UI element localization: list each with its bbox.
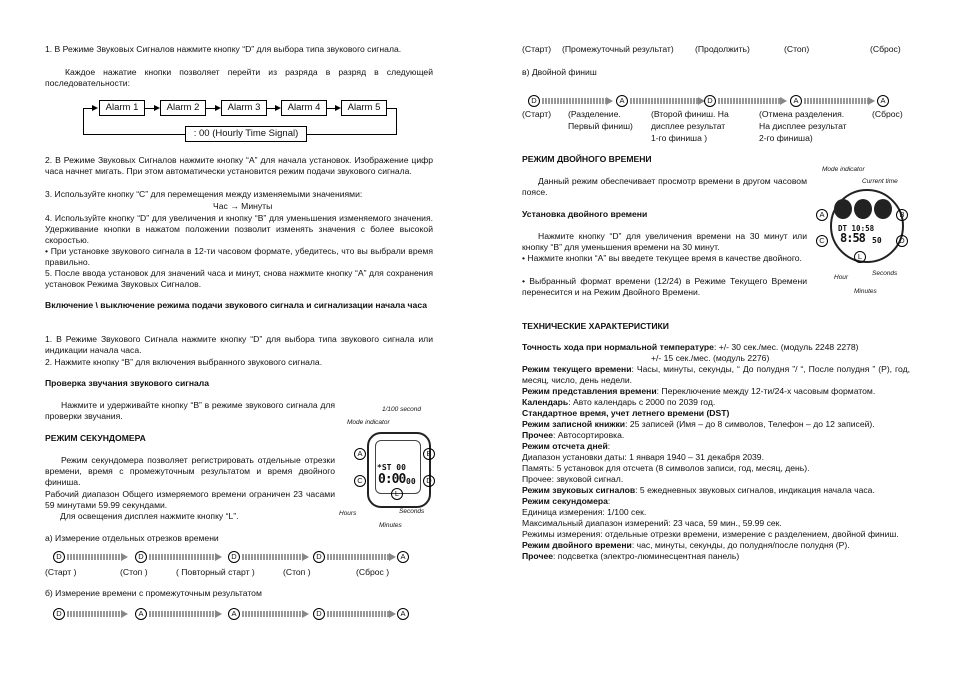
alarm-test-text: Нажмите и удерживайте кнопку “B” в режиме звукового сигнала для проверки звучания.	[45, 400, 335, 421]
spec-row: Режим текущего времени: Часы, минуты, секунды, “ До полудня ”/ “, После полудня ” (P), год, месяц, число, день недели.	[522, 364, 910, 385]
spec-row: Стандартное время, учет летнего времени (DST)	[522, 408, 730, 418]
button-d-icon: D	[53, 551, 65, 563]
spec-row: Максимальный диапазон измерений: 23 часа, 59 мин., 59.99 сек.	[522, 518, 782, 528]
label-stop: (Стоп )	[120, 567, 148, 577]
df-start: (Старт)	[522, 109, 552, 119]
instruction-2: 2. В Режиме Звуковых Сигналов нажмите кнопку “A” для начала установок. Изображение цифр часа начнет мигать. При этом автоматически установится режим подачи звукового сигнала.	[45, 155, 433, 176]
double-finish-title: в) Двойной финиш	[522, 67, 597, 77]
button-a-icon: A	[790, 95, 802, 107]
watch-display-main: 0:00	[378, 472, 406, 487]
spec-row: Режим секундомера:	[522, 496, 611, 506]
spec-row: Прочее: Автосортировка.	[522, 430, 625, 440]
df-second-2: дисплее результат	[651, 121, 726, 131]
button-a-icon: A	[397, 608, 409, 620]
dual-setting-text: Нажмите кнопку “D” для увеличения времени на 30 минут или кнопку “B” для уменьшения времени на 30 минут.	[522, 231, 807, 252]
stopwatch-intro: Режим секундомера позволяет регистрировать отдельные отрезки времени, время с промежуточным результатом и время двойного финиша.	[45, 455, 335, 487]
df-second-3: 1-го финиша )	[651, 133, 708, 143]
label-split: (Промежуточный результат)	[562, 44, 674, 54]
label-mode-indicator: Mode indicator	[347, 419, 390, 426]
button-b-icon: B	[423, 448, 435, 460]
hourly-signal-box: : 00 (Hourly Time Signal)	[185, 126, 307, 142]
label-start: (Старт)	[522, 44, 552, 54]
label-reset: (Сброс)	[870, 44, 901, 54]
label-stop: (Стоп)	[784, 44, 810, 54]
button-l-icon: L	[854, 251, 866, 263]
button-a-icon: A	[616, 95, 628, 107]
label-1-100-second: 1/100 second	[382, 406, 422, 413]
button-d-icon: D	[896, 235, 908, 247]
spec-row: Диапазон установки даты: 1 января 1940 – 31 декабря 2039.	[522, 452, 764, 462]
label-mode-indicator: Mode indicator	[822, 166, 865, 173]
measure-b-title: б) Измерение времени с промежуточным результатом	[45, 588, 262, 598]
sequence-a	[45, 551, 433, 563]
button-l-icon: L	[391, 488, 403, 500]
instruction-1b: Каждое нажатие кнопки позволяет перейти из разряда в разряд в следующей последовательности:	[45, 67, 433, 88]
button-d-icon: D	[528, 95, 540, 107]
button-b-icon: B	[896, 209, 908, 221]
button-d-icon: D	[53, 608, 65, 620]
watch-display-seconds: 50	[872, 236, 882, 245]
label-minutes: Minutes	[854, 288, 877, 295]
df-reset: (Сброс)	[872, 109, 903, 119]
arrow-icon	[154, 105, 160, 111]
label-seconds: Seconds	[399, 508, 425, 515]
button-a-icon: A	[228, 608, 240, 620]
watch-display-top: *ST 00	[377, 463, 406, 472]
label-hour: Hour	[834, 274, 849, 281]
label-continue: (Продолжить)	[695, 44, 750, 54]
label-stop-2: (Стоп )	[283, 567, 311, 577]
df-second-1: (Второй финиш. На	[651, 109, 729, 119]
watch-display-main: 8:58	[840, 231, 865, 245]
spec-row: Точность хода при нормальной температуре: +/- 30 сек./мес. (модуль 2248 2278)	[522, 342, 859, 352]
stopwatch-light: Для освещения дисплея нажмите кнопку “L”.	[60, 511, 239, 521]
heading-stopwatch: РЕЖИМ СЕКУНДОМЕРА	[45, 433, 146, 443]
heading-specs: ТЕХНИЧЕСКИЕ ХАРАКТЕРИСТИКИ	[522, 321, 669, 331]
label-seconds: Seconds	[872, 270, 898, 277]
arrow-icon	[335, 105, 341, 111]
measure-a-title: а) Измерение отдельных отрезков времени	[45, 533, 219, 543]
label-reset: (Сброс )	[356, 567, 390, 577]
stopwatch-range: Рабочий диапазон Общего измеряемого времени ограничен 23 часами 59 минутами 59.99 секундами.	[45, 489, 335, 510]
button-d-icon: D	[135, 551, 147, 563]
label-current-time: Current time	[862, 178, 898, 185]
alarm-2-box: Alarm 2	[160, 100, 206, 116]
button-a-icon: A	[816, 209, 828, 221]
stopwatch-watch-illustration	[337, 402, 433, 528]
spec-row: Режим представления времени: Переключение между 12-ти/24-х часовым форматом.	[522, 386, 876, 396]
specs-list	[522, 342, 910, 562]
watch-display-top: DT 10:58	[838, 224, 875, 233]
arrow-icon	[92, 105, 98, 111]
button-a-icon: A	[354, 448, 366, 460]
spec-row: Режимы измерения: отдельные отрезки времени, измерение с разделением, двойной финиш.	[522, 529, 899, 539]
button-d-icon: D	[423, 475, 435, 487]
label-minutes: Minutes	[379, 522, 402, 529]
df-cancel-1: (Отмена разделения.	[759, 109, 845, 119]
spec-row: +/- 15 сек./мес. (модуль 2276)	[651, 353, 770, 363]
alarm-4-box: Alarm 4	[281, 100, 327, 116]
heading-toggle-alarm: Включение \ выключение режима подачи звукового сигнала и сигнализации начала часа	[45, 300, 427, 310]
alarm-1-box: Alarm 1	[99, 100, 145, 116]
button-c-icon: C	[354, 475, 366, 487]
label-hours: Hours	[339, 510, 357, 517]
instruction-bullet: • При установке звукового сигнала в 12-ти часовом формате, убедитесь, что вы выбрали время правильно.	[45, 246, 433, 267]
spec-row: Режим звуковых сигналов: 5 ежедневных звуковых сигналов, индикация начала часа.	[522, 485, 875, 495]
heading-alarm-test: Проверка звучания звукового сигнала	[45, 378, 210, 388]
spec-row: Режим отсчета дней:	[522, 441, 611, 451]
dual-time-watch-illustration	[812, 163, 912, 295]
df-split-2: Первый финиш)	[568, 121, 633, 131]
spec-row: Режим двойного времени: час, минуты, секунды, до полудня/после полудня (P).	[522, 540, 850, 550]
instruction-1: 1. В Режиме Звуковых Сигналов нажмите кнопку “D” для выбора типа звукового сигнала.	[45, 44, 402, 54]
hour-minute-sequence: Час → Минуты	[213, 201, 273, 211]
button-a-icon: A	[135, 608, 147, 620]
button-c-icon: C	[816, 235, 828, 247]
button-d-icon: D	[313, 608, 325, 620]
label-restart: ( Повторный старт )	[176, 567, 255, 577]
button-d-icon: D	[313, 551, 325, 563]
df-split-1: (Разделение.	[568, 109, 621, 119]
spec-row: Режим записной книжки: 25 записей (Имя – до 8 символов, Телефон – до 12 записей).	[522, 419, 875, 429]
sequence-b	[45, 608, 433, 620]
sequence-c	[522, 95, 910, 107]
df-cancel-3: 2-го финиша)	[759, 133, 813, 143]
spec-row: Прочее: звуковой сигнал.	[522, 474, 624, 484]
alarm-sequence-diagram	[73, 97, 403, 147]
alarm-5-box: Alarm 5	[341, 100, 387, 116]
button-d-icon: D	[228, 551, 240, 563]
alarm-3-box: Alarm 3	[221, 100, 267, 116]
toggle-step-2: 2. Нажмите кнопку “B” для включения выбранного звукового сигнала.	[45, 357, 323, 367]
dual-setting-bullet-1: • Нажмите кнопки “A” вы введете текущее время в качестве двойного.	[522, 253, 802, 263]
spec-row: Единица измерения: 1/100 сек.	[522, 507, 647, 517]
dual-time-intro: Данный режим обеспечивает просмотр времени в другом часовом поясе.	[522, 176, 807, 197]
label-start: (Старт )	[45, 567, 77, 577]
heading-dual-setting: Установка двойного времени	[522, 209, 648, 219]
arrow-icon	[275, 105, 281, 111]
instruction-3: 3. Используйте кнопку “C” для перемещения между изменяемыми значениями:	[45, 189, 363, 199]
spec-row: Календарь: Авто календарь с 2000 по 2039 год.	[522, 397, 716, 407]
button-a-icon: A	[877, 95, 889, 107]
heading-dual-time: РЕЖИМ ДВОЙНОГО ВРЕМЕНИ	[522, 154, 652, 164]
instruction-4: 4. Используйте кнопку “D” для увеличения и кнопку “B” для уменьшения изменяемого значения. Удерживание кнопки в нажатом положении позволит изменять значения с более высокой скоростью.	[45, 213, 433, 245]
watch-display-seconds: 00	[406, 477, 416, 486]
button-d-icon: D	[704, 95, 716, 107]
spec-row: Память: 5 установок для отсчета (8 символов записи, год, месяц, день).	[522, 463, 810, 473]
arrow-icon	[215, 105, 221, 111]
button-a-icon: A	[397, 551, 409, 563]
instruction-5: 5. После ввода установок для значений часа и минут, снова нажмите кнопку “A” для сохранения установок Режима Звуковых Сигналов.	[45, 268, 433, 289]
toggle-step-1: 1. В Режиме Звукового Сигнала нажмите кнопку “D” для выбора типа звукового сигнала или индикации начала часа.	[45, 334, 433, 355]
df-cancel-2: На дисплее результат	[759, 121, 847, 131]
dual-setting-bullet-2: • Выбранный формат времени (12/24) в Режиме Текущего Времени перенесится и на Режим Двойного Времени.	[522, 276, 807, 297]
spec-row: Прочее: подсветка (электро-люминесцентная панель)	[522, 551, 740, 561]
